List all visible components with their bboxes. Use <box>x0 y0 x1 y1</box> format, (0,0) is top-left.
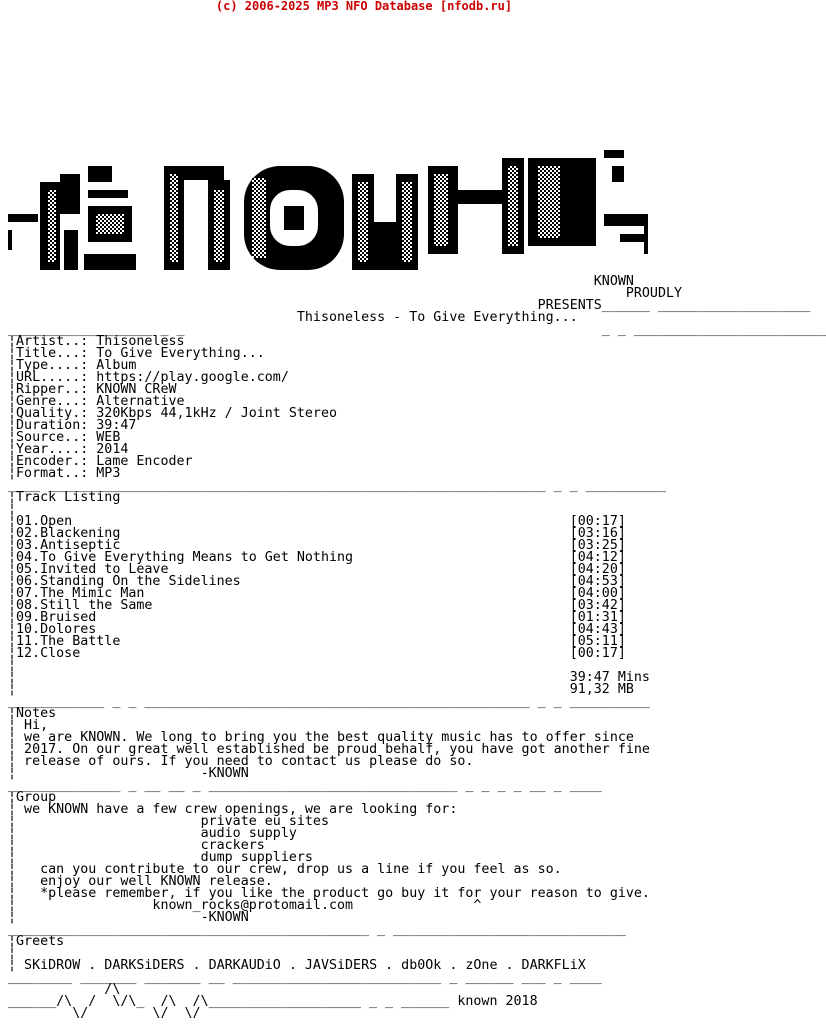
nfo-line: KNOWN <box>8 274 634 289</box>
nfo-line: ¦02.Blackening [03:16] <box>8 526 626 541</box>
nfo-line: ¦Title...: To Give Everything... <box>8 346 265 361</box>
nfo-line: ¦12.Close [00:17] <box>8 646 626 661</box>
nfo-line: ¦04.To Give Everything Means to Get Nothing [04:12] <box>8 550 626 565</box>
nfo-line <box>8 228 826 240</box>
nfo-line: ¦ -KNOWN <box>8 910 249 925</box>
nfo-line: ¦URL.....: https://play.google.com/ <box>8 370 289 385</box>
nfo-line: PROUDLY <box>8 286 683 301</box>
nfo-line: ¦10.Dolores [04:43] <box>8 622 626 637</box>
nfo-line: ________ _______ _______ __ __________________________ _ ______ ___ _ ____ <box>8 970 602 985</box>
nfo-line: ¦Artist..: Thisoneless <box>8 334 185 349</box>
nfo-line: PRESENTS______ ___________________ <box>8 298 811 313</box>
nfo-line: ¦ audio supply <box>8 826 297 841</box>
nfo-line <box>8 204 826 216</box>
nfo-line: ¦08.Still the Same [03:42] <box>8 598 626 613</box>
nfo-line <box>8 192 826 204</box>
nfo-line: /\ <box>8 982 121 997</box>
nfo-line: ¦ 2017. On our great well established be proud behalf, you have got another fine <box>8 742 650 757</box>
nfo-line: ¦ *please remember, if you like the product go buy it for your reason to give. <box>8 886 650 901</box>
nfo-line: ¦ 39:47 Mins <box>8 670 650 685</box>
nfo-line: ¦ we are KNOWN. We long to bring you the best quality music has to offer since <box>8 730 634 745</box>
nfo-line: ¦Greets <box>8 934 65 949</box>
nfo-line: ¦ <box>8 658 17 673</box>
nfo-text <box>8 156 826 1020</box>
nfo-line: ¦06.Standing On the Sidelines [04:53] <box>8 574 626 589</box>
nfo-line <box>8 216 826 228</box>
nfo-line: ¦Year....: 2014 <box>8 442 129 457</box>
nfo-line: ¦ release of ours. If you need to contact us please do so. <box>8 754 474 769</box>
nfodb-copyright-header: (c) 2006-2025 MP3 NFO Database [nfodb.ru] <box>215 0 513 13</box>
nfo-line: ¦Ripper..: KNOWN CReW <box>8 382 177 397</box>
nfo-line: ¦ SKiDROW . DARKSiDERS . DARKAUDiO . JAVSiDERS . db0Ok . zOne . DARKFLiX <box>8 958 586 973</box>
nfo-line: Thisoneless - To Give Everything... <box>8 310 578 325</box>
nfo-line: ¦05.Invited to Leave [04:20] <box>8 562 626 577</box>
nfo-line: ¦ crackers <box>8 838 265 853</box>
nfo-line: ¦01.Open [00:17] <box>8 514 626 529</box>
nfo-line: ¦ we KNOWN have a few crew openings, we are looking for: <box>8 802 458 817</box>
nfo-line: ¦ 91,32 MB <box>8 682 634 697</box>
nfo-line <box>8 240 826 252</box>
nfo-line <box>8 168 826 180</box>
nfo-line: ¦ known_rocks@protomail.com ^ <box>8 898 482 913</box>
nfo-line: ¦ Hi, <box>8 718 49 733</box>
nfo-line: ¦ can you contribute to our crew, drop us a line if you feel as so. <box>8 862 562 877</box>
nfo-line: ¦Group <box>8 790 57 805</box>
nfo-line: ¦Notes <box>8 706 57 721</box>
nfo-line: __________________ _ _ _ _ ________________________ <box>8 322 826 337</box>
nfo-line: ¦Encoder.: Lame Encoder <box>8 454 193 469</box>
nfo-line: ______/\ / \/\_ /\ /\___________________ _ _ ______ known 2018 <box>8 994 538 1009</box>
nfo-line: ¦ -KNOWN <box>8 766 249 781</box>
nfo-line: ____ ______________________________________________________________ _ _ __________ <box>8 478 666 493</box>
nfo-line <box>8 156 826 168</box>
nfo-line: ¦07.The Mimic Man [04:00] <box>8 586 626 601</box>
nfo-line: ¦11.The Battle [05:11] <box>8 634 626 649</box>
nfo-line: ¦ enjoy our well KNOWN release. <box>8 874 273 889</box>
nfo-line: ¦ <box>8 502 17 517</box>
nfo-line: ¦ dump suppliers <box>8 850 313 865</box>
nfo-line <box>8 180 826 192</box>
nfo-line: ¦03.Antiseptic [03:25] <box>8 538 626 553</box>
nfo-line: ____________ _ _ ________________________________________________ _ _ __________ <box>8 694 650 709</box>
nfo-line: ¦ private eu sites <box>8 814 329 829</box>
nfo-line: \/ \/ \/ <box>8 1006 201 1021</box>
nfo-line: ¦Duration: 39:47 <box>8 418 137 433</box>
nfo-line: ______________ _ __ __ _ _______________________________ _ _ _ _ __ _ ____ <box>8 778 602 793</box>
nfo-line: ¦Source..: WEB <box>8 430 121 445</box>
nfo-line: ¦ <box>8 946 17 961</box>
nfo-line: ¦Genre...: Alternative <box>8 394 185 409</box>
nfo-line: ¦Format..: MP3 <box>8 466 121 481</box>
nfo-line: ¦Quality.: 320Kbps 44,1kHz / Joint Stereo <box>8 406 337 421</box>
nfo-line: ¦Track Listing <box>8 490 121 505</box>
nfo-line <box>8 252 826 264</box>
nfo-line: _____________________________________________ _ _____________________________ <box>8 922 626 937</box>
nfo-line: ¦09.Bruised [01:31] <box>8 610 626 625</box>
nfo-line: ¦Type....: Album <box>8 358 137 373</box>
